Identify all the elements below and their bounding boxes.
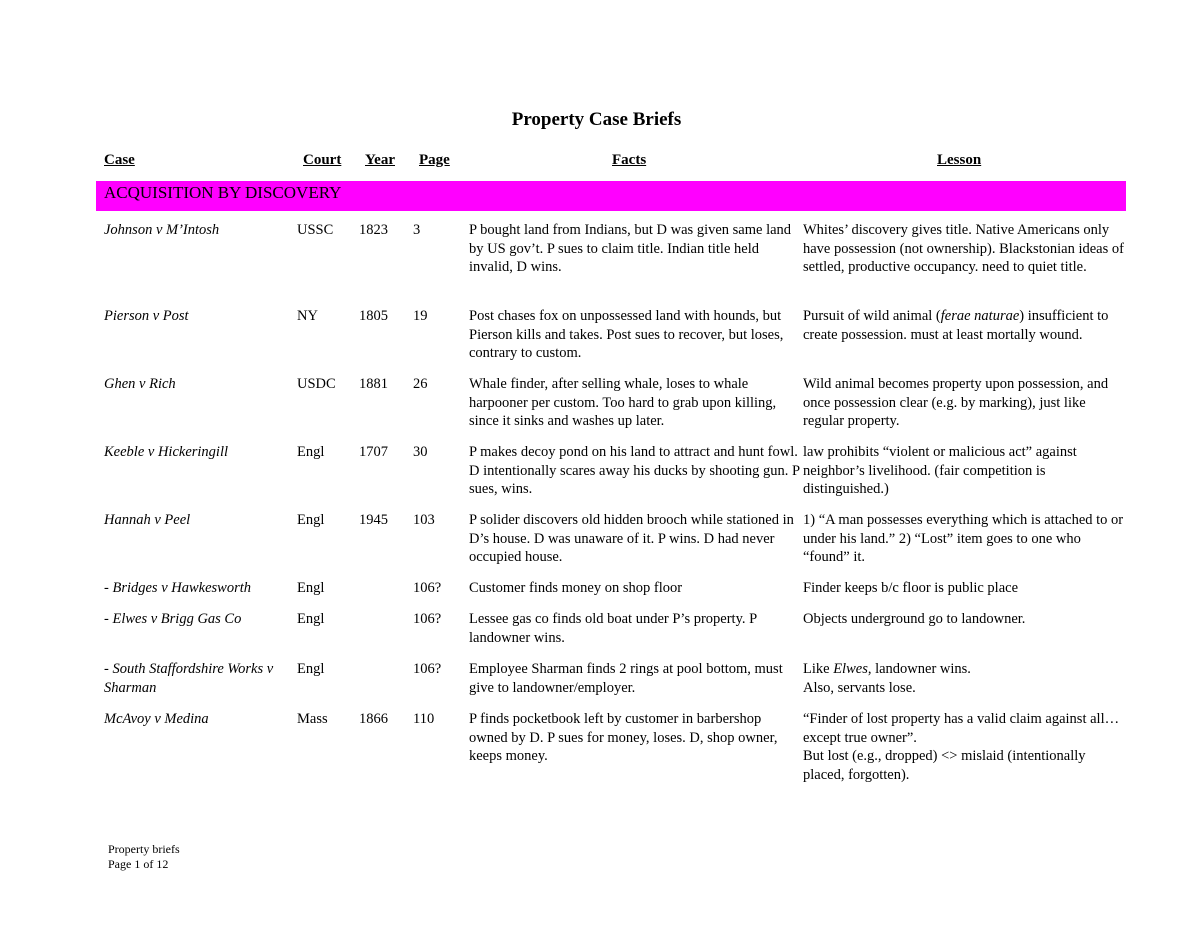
lesson-cell — [803, 443, 1126, 499]
lesson-text: Also, servants lose. — [803, 679, 916, 696]
case-prefix: - — [104, 661, 113, 677]
year-cell: 1866 — [359, 711, 388, 727]
case-name-cell — [96, 443, 297, 499]
case-name: Hannah v Peel — [104, 512, 191, 528]
lesson-text: Objects underground go to landowner. — [803, 611, 1026, 627]
table-row — [96, 660, 1126, 697]
facts-cell: P solider discovers old hidden brooch while stationed in D’s house. D was unaware of it. P wins. D had never occupied house. — [469, 512, 794, 565]
table-row — [96, 221, 1126, 277]
lesson-cell — [803, 511, 1126, 567]
case-name: McAvoy v Medina — [104, 711, 209, 727]
case-name: Johnson v M’Intosh — [104, 222, 220, 238]
court-cell: Engl — [297, 580, 325, 596]
lesson-cell — [803, 307, 1126, 363]
table-row — [96, 710, 1126, 784]
facts-cell: Customer finds money on shop floor — [469, 580, 683, 596]
year-cell — [359, 579, 413, 598]
table-row — [96, 307, 1126, 363]
table-row — [96, 443, 1126, 499]
case-name-cell — [96, 660, 297, 697]
page-cell: 106? — [413, 661, 442, 677]
lesson-text: Whites’ discovery gives title. Native Americans only have possession (not ownership). Blackstonian ideas of settled, productive occupancy. need to quiet title. — [803, 222, 1124, 275]
page-cell: 19 — [413, 308, 428, 324]
facts-cell: Employee Sharman finds 2 rings at pool bottom, must give to landowner/employer. — [469, 661, 783, 696]
court-cell: Mass — [297, 711, 328, 727]
case-name-cell — [96, 221, 297, 277]
table-row — [96, 579, 1126, 598]
case-prefix: - — [104, 611, 113, 627]
lesson-italic-term: ferae naturae — [940, 308, 1020, 324]
column-header-court: Court — [303, 152, 342, 168]
facts-cell: P makes decoy pond on his land to attract and hunt fowl. D intentionally scares away his ducks by shooting gun. P sues, wins. — [469, 444, 800, 497]
lesson-cell — [803, 710, 1126, 784]
page-cell: 106? — [413, 580, 442, 596]
case-prefix: - — [104, 580, 113, 596]
lesson-cell — [803, 375, 1126, 431]
year-cell: 1805 — [359, 308, 388, 324]
footer-page-number: Page 1 of 12 — [108, 857, 169, 871]
facts-cell: Lessee gas co finds old boat under P’s property. P landowner wins. — [469, 611, 757, 646]
case-name: South Staffordshire Works v Sharman — [104, 661, 274, 696]
case-name: Elwes v Brigg Gas Co — [112, 611, 242, 627]
case-name-cell — [96, 610, 297, 647]
facts-cell: P finds pocketbook left by customer in barbershop owned by D. P sues for money, loses. D, shop owner, keeps money. — [469, 711, 778, 764]
case-name-cell — [96, 710, 297, 784]
court-cell: Engl — [297, 444, 325, 460]
section-band-acquisition-by-discovery — [96, 181, 1126, 211]
table-row — [96, 375, 1126, 431]
facts-cell: P bought land from Indians, but D was given same land by US gov’t. P sues to claim title. Indian title held invalid, D wins. — [469, 222, 792, 275]
case-name-cell — [96, 579, 297, 598]
column-header-page: Page — [419, 152, 450, 168]
year-cell — [359, 610, 413, 647]
facts-cell: Post chases fox on unpossessed land with hounds, but Pierson kills and takes. Post sues to recover, but loses, contrary to custom. — [469, 308, 784, 361]
page-cell: 103 — [413, 512, 435, 528]
table-row — [96, 610, 1126, 647]
lesson-text: “Finder of lost property has a valid claim against all… except true owner”. — [803, 711, 1120, 746]
column-header-lesson: Lesson — [937, 152, 982, 168]
facts-cell: Whale finder, after selling whale, loses to whale harpooner per custom. Too hard to grab upon killing, since it sinks and washes up later. — [469, 376, 777, 429]
case-name: Pierson v Post — [104, 308, 189, 324]
lesson-text: , landowner wins. — [867, 661, 971, 677]
footer-document-name: Property briefs — [108, 842, 180, 856]
page-cell: 106? — [413, 611, 442, 627]
column-header-case: Case — [104, 152, 135, 168]
table-row — [96, 511, 1126, 567]
court-cell: USDC — [297, 376, 336, 392]
lesson-cell — [803, 660, 1126, 697]
lesson-text: 1) “A man possesses everything which is attached to or under his land.” 2) “Lost” item goes to one who “found” it. — [803, 512, 1124, 565]
page-cell: 3 — [413, 222, 421, 238]
lesson-text: law prohibits “violent or malicious act” against neighbor’s livelihood. (fair competition is distinguished.) — [803, 444, 1077, 497]
column-header-facts: Facts — [612, 152, 647, 168]
lesson-text: ) insufficient to create possession. must at least mortally wound. — [803, 308, 1109, 343]
year-cell: 1945 — [359, 512, 388, 528]
section-label: ACQUISITION BY DISCOVERY — [104, 183, 342, 202]
page-cell: 110 — [413, 711, 435, 727]
court-cell: Engl — [297, 661, 325, 677]
year-cell: 1823 — [359, 222, 388, 238]
lesson-text: Wild animal becomes property upon possession, and once possession clear (e.g. by marking), just like regular property. — [803, 376, 1109, 429]
case-name-cell — [96, 375, 297, 431]
page-cell: 30 — [413, 444, 428, 460]
lesson-text: Like — [803, 661, 834, 677]
lesson-text: But lost (e.g., dropped) <> mislaid (intentionally placed, forgotten). — [803, 748, 1086, 783]
case-name: Bridges v Hawkesworth — [112, 580, 252, 596]
court-cell: USSC — [297, 222, 334, 238]
case-name-cell — [96, 307, 297, 363]
year-cell — [359, 660, 413, 697]
case-name-cell — [96, 511, 297, 567]
court-cell: Engl — [297, 611, 325, 627]
column-header-year: Year — [365, 152, 395, 168]
case-name: Ghen v Rich — [104, 376, 176, 392]
year-cell: 1707 — [359, 444, 388, 460]
lesson-text: Finder keeps b/c floor is public place — [803, 580, 1019, 596]
page-cell: 26 — [413, 376, 428, 392]
lesson-cell — [803, 221, 1126, 277]
lesson-italic-term: Elwes — [833, 661, 868, 677]
court-cell: NY — [297, 308, 318, 324]
case-name: Keeble v Hickeringill — [104, 444, 229, 460]
year-cell: 1881 — [359, 376, 388, 392]
lesson-cell — [803, 579, 1126, 598]
document-title: Property Case Briefs — [511, 109, 682, 130]
lesson-text: Pursuit of wild animal ( — [803, 308, 941, 324]
page-footer — [108, 842, 180, 872]
lesson-cell — [803, 610, 1126, 647]
court-cell: Engl — [297, 512, 325, 528]
